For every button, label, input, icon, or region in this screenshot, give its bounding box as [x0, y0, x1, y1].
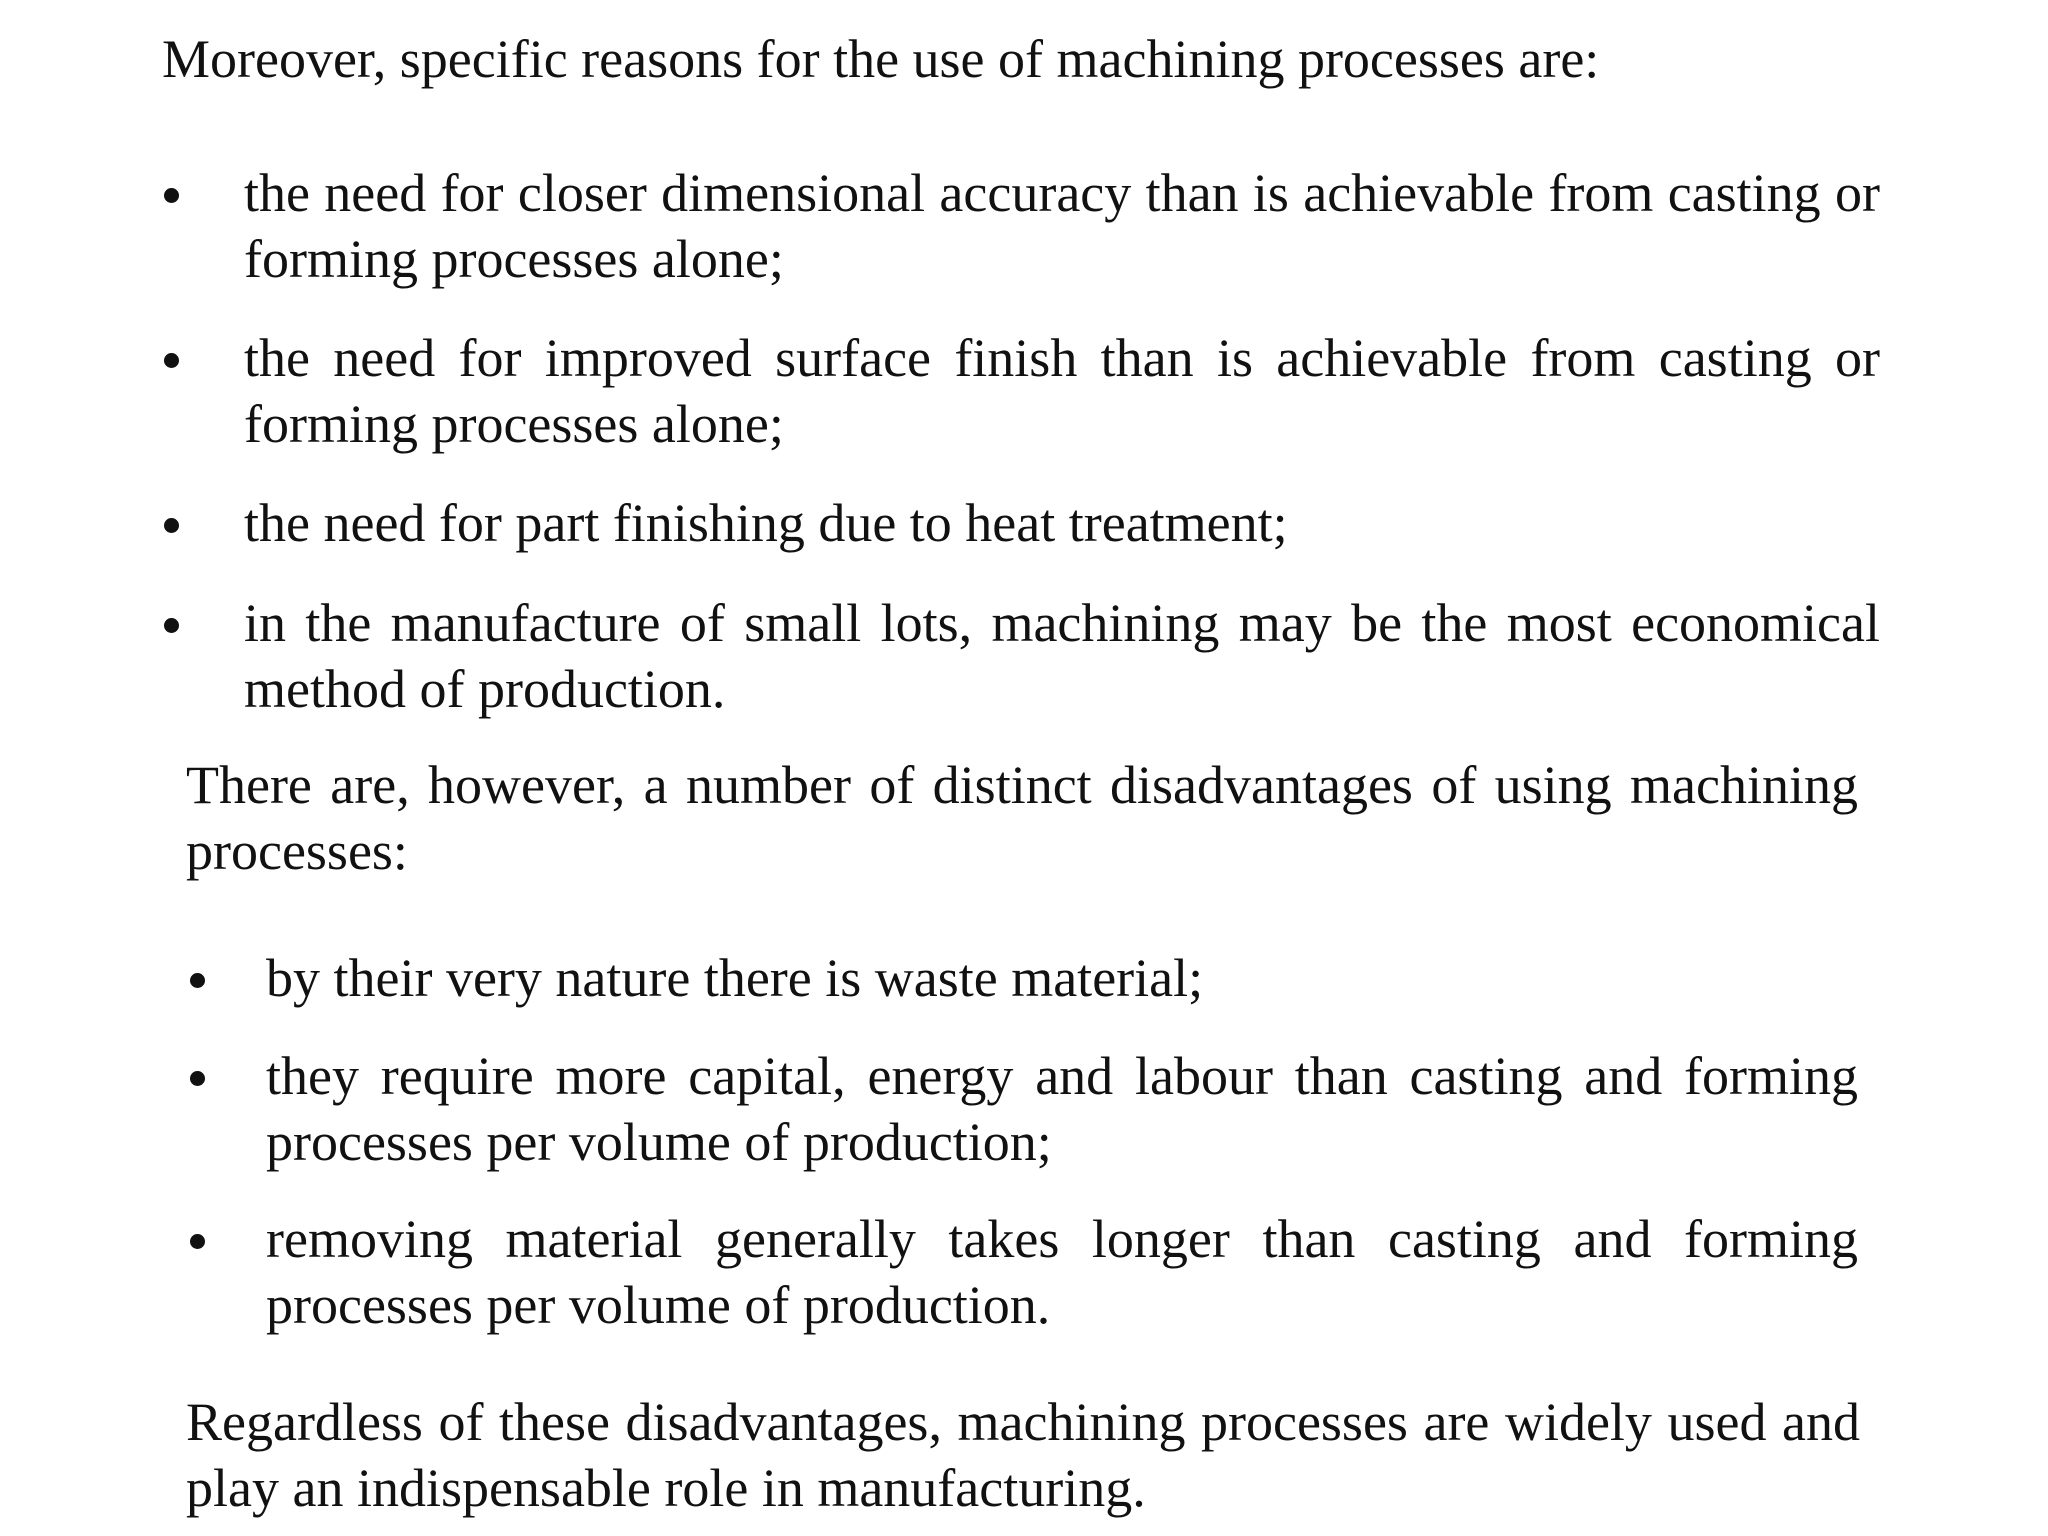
- disadvantages-list: [184, 945, 1858, 1337]
- list-item-text: the need for part finishing due to heat treatment;: [244, 493, 1288, 553]
- conclusion-paragraph: Regardless of these disadvantages, machining processes are widely used and play an indispensable role in manufacturing.: [186, 1392, 1860, 1518]
- list-item-text: removing material generally takes longer than casting and forming processes per volume of production.: [266, 1209, 1858, 1335]
- list-item-text: the need for closer dimensional accuracy than is achievable from casting or forming processes alone;: [244, 163, 1880, 289]
- bullet-icon: [164, 618, 179, 633]
- list-item: [184, 945, 1858, 1011]
- disadvantages-intro-paragraph: There are, however, a number of distinct disadvantages of using machining processes:: [186, 755, 1858, 881]
- list-item-text: they require more capital, energy and labour than casting and forming processes per volume of production;: [266, 1046, 1858, 1172]
- list-item: [160, 160, 1880, 291]
- bullet-icon: [164, 188, 179, 203]
- bullet-icon: [190, 1071, 205, 1086]
- reasons-list: [160, 160, 1880, 721]
- list-item: [160, 490, 1880, 556]
- list-item: [184, 1206, 1858, 1337]
- list-item: [160, 590, 1880, 721]
- list-item-text: in the manufacture of small lots, machining may be the most economical method of production.: [244, 593, 1880, 719]
- list-item: [160, 325, 1880, 456]
- list-item-text: by their very nature there is waste material;: [266, 948, 1204, 1008]
- bullet-icon: [164, 518, 179, 533]
- list-item: [184, 1043, 1858, 1174]
- bullet-icon: [164, 353, 179, 368]
- intro-paragraph: Moreover, specific reasons for the use of machining processes are:: [162, 29, 1600, 89]
- bullet-icon: [190, 1234, 205, 1249]
- bullet-icon: [190, 973, 205, 988]
- list-item-text: the need for improved surface finish than is achievable from casting or forming processes alone;: [244, 328, 1880, 454]
